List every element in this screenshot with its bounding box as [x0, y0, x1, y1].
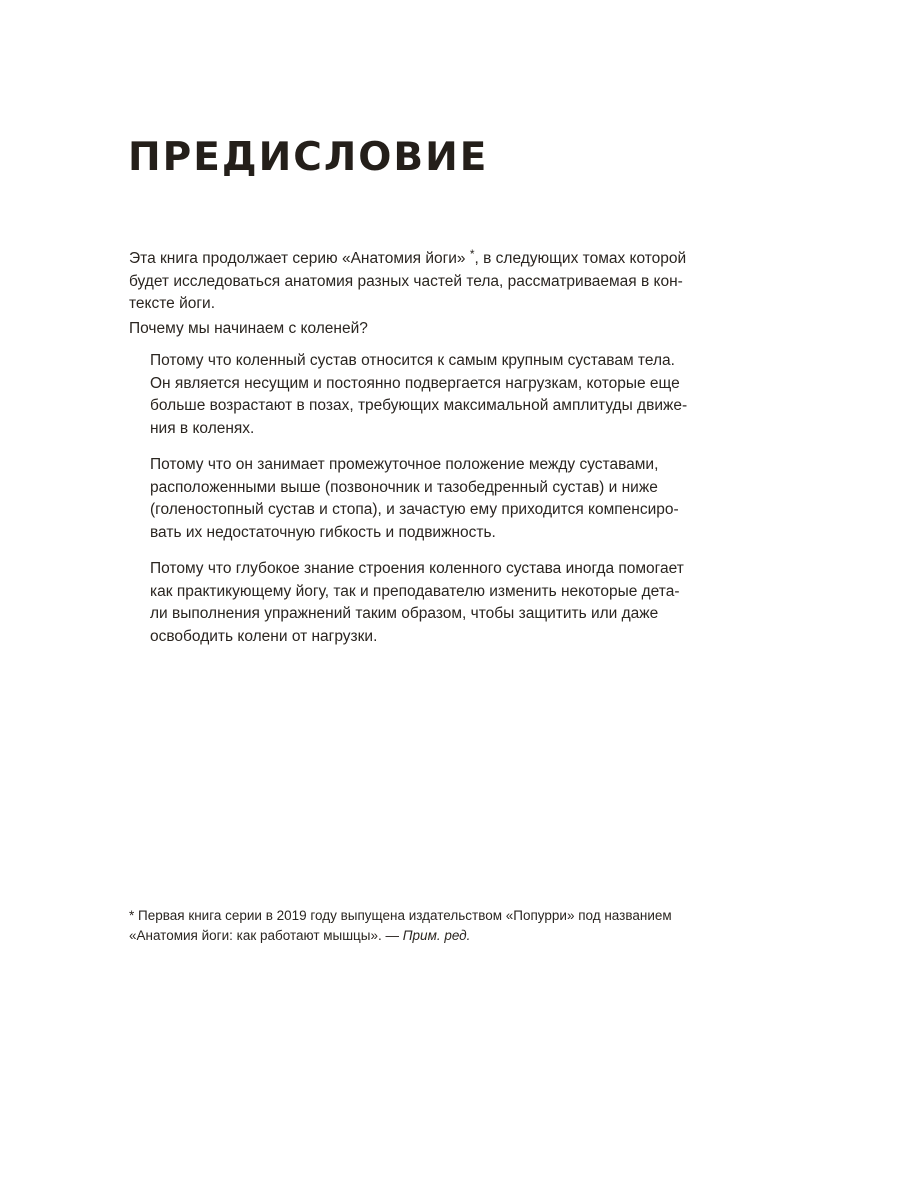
footnote-line-2 — [129, 926, 689, 946]
reason-line: Потому что коленный сустав относится к самым крупным суставам тела. — [150, 352, 675, 369]
reason-line: ния в коленях. — [150, 419, 255, 437]
intro-line-3: тексте йоги. — [129, 295, 215, 312]
question-paragraph: Почему мы начинаем с коленей? — [129, 320, 368, 337]
reason-line: расположенными выше (позвоночник и тазобедренный сустав) и ниже — [150, 478, 658, 496]
reason-line: Потому что глубокое знание строения коленного сустава иногда помогает — [150, 560, 684, 577]
footnote-reference: * — [469, 247, 475, 261]
reason-line: Потому что он занимает промежуточное положение между суставами, — [150, 456, 659, 473]
reasons-list — [150, 350, 688, 662]
reason-paragraph — [150, 454, 680, 544]
reason-line: вать их недостаточную гибкость и подвижность. — [150, 523, 496, 541]
reason-line: ли выполнения упражнений таким образом, чтобы защитить или даже — [150, 605, 659, 622]
reason-line: (голеностопный сустав и стопа), и зачастую ему приходится компенсиро- — [150, 501, 679, 518]
reason-paragraph — [150, 350, 688, 440]
reason-line: Он является несущим и постоянно подвергается нагрузкам, которые еще — [150, 374, 680, 392]
reason-line: освободить колени от нагрузки. — [150, 627, 378, 645]
editor-note: Прим. ред. — [402, 928, 471, 943]
intro-line-2: будет исследоваться анатомия разных частей тела, рассматриваемая в кон- — [129, 272, 683, 290]
footnote-line-2-text: «Анатомия йоги: как работают мышцы». — — [129, 928, 403, 943]
reason-line: как практикующему йогу, так и преподавателю изменить некоторые дета- — [150, 582, 680, 600]
intro-line-1 — [129, 243, 687, 271]
page-title: ПРЕДИСЛОВИЕ — [128, 135, 489, 180]
intro-line-1-text: Эта книга продолжает серию «Анатомия йоги» — [129, 250, 470, 267]
footnote-line-1: * Первая книга серии в 2019 году выпущена издательством «Попурри» под названием — [129, 908, 672, 923]
footnote — [129, 906, 689, 946]
reason-paragraph — [150, 558, 684, 648]
reason-line: больше возрастают в позах, требующих максимальной амплитуды движе- — [150, 397, 688, 414]
intro-line-1-rest: , в следующих томах которой — [474, 250, 687, 267]
intro-paragraph — [129, 243, 687, 316]
